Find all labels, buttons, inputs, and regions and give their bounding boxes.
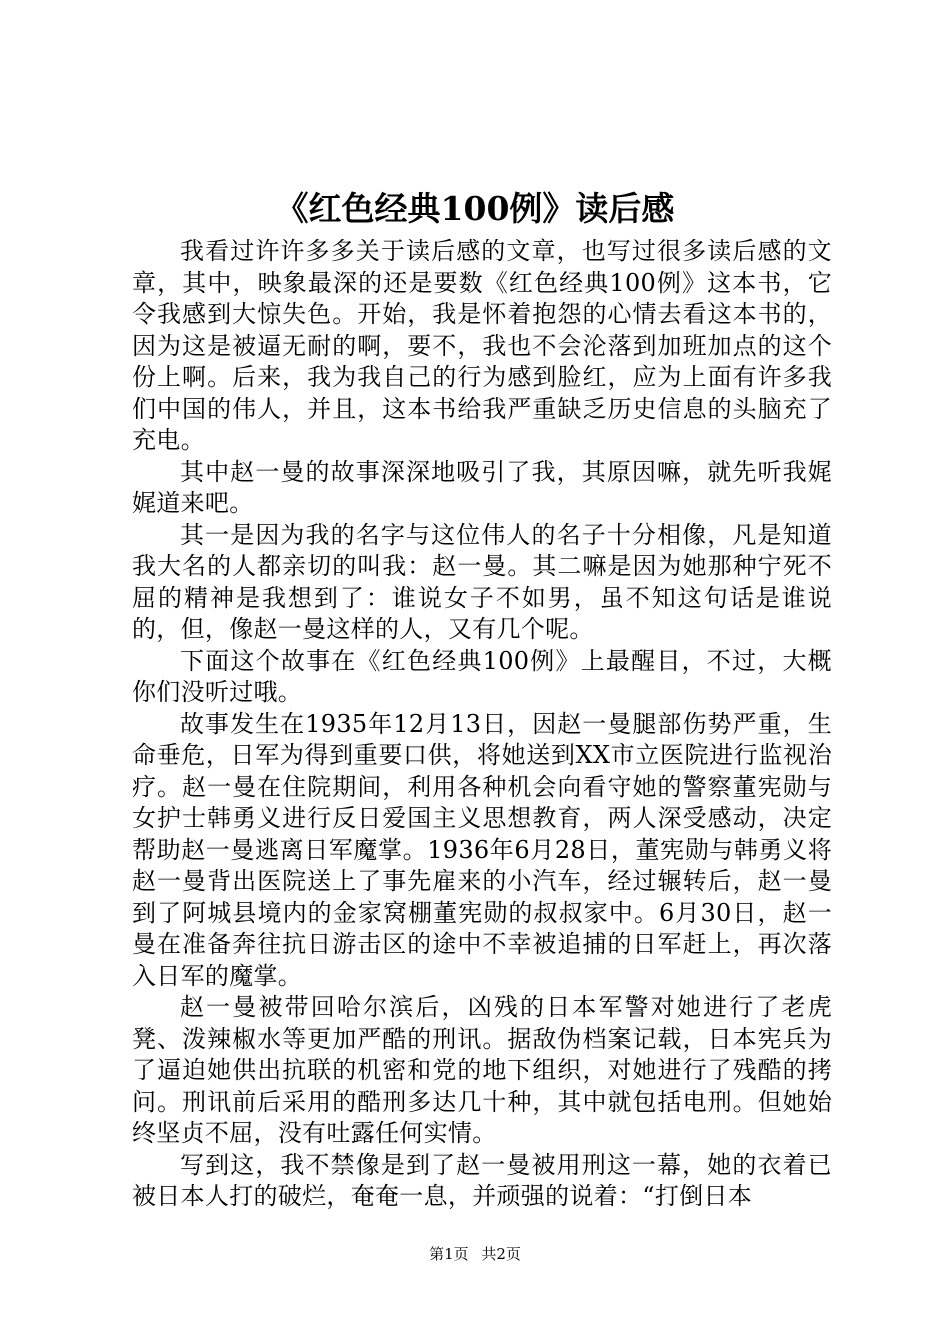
paragraph: 下面这个故事在《红色经典100例》上最醒目，不过，大概你们没听过哦。	[132, 646, 832, 706]
paragraph: 赵一曼被带回哈尔滨后，凶残的日本军警对她进行了老虎凳、泼辣椒水等更加严酷的刑讯。据敌伪档案记载，日本宪兵为了逼迫她供出抗联的机密和党的地下组织，对她进行了残酷的拷问。刑讯前后采用的酷刑多达几十种，其中就包括电刑。但她始终坚贞不屈，没有吐露任何实情。	[132, 993, 832, 1147]
document-body	[132, 236, 832, 1213]
page-footer	[0, 1242, 950, 1266]
paragraph: 故事发生在1935年12月13日，因赵一曼腿部伤势严重，生命垂危，日军为得到重要口供，将她送到XX市立医院进行监视治疗。赵一曼在住院期间，利用各种机会向看守她的警察董宪勋与女护士韩勇义进行反日爱国主义思想教育，两人深受感动，决定帮助赵一曼逃离日军魔掌。1936年6月28日，董宪勋与韩勇义将赵一曼背出医院送上了事先雇来的小汽车，经过辗转后，赵一曼到了阿城县境内的金家窝棚董宪勋的叔叔家中。6月30日，赵一曼在准备奔往抗日游击区的途中不幸被追捕的日军赶上，再次落入日军的魔掌。	[132, 709, 832, 990]
paragraph: 写到这，我不禁像是到了赵一曼被用刑这一幕，她的衣着已被日本人打的破烂，奄奄一息，并顽强的说着：“打倒日本	[132, 1150, 832, 1210]
paragraph: 其一是因为我的名字与这位伟人的名子十分相像，凡是知道我大名的人都亲切的叫我：赵一曼。其二嘛是因为她那种宁死不屈的精神是我想到了：谁说女子不如男，虽不知这句话是谁说的，但，像赵一曼这样的人，又有几个呢。	[132, 520, 832, 643]
paragraph: 我看过许许多多关于读后感的文章，也写过很多读后感的文章，其中，映象最深的还是要数《红色经典100例》这本书，它令我感到大惊失色。开始，我是怀着抱怨的心情去看这本书的，因为这是被逼无耐的啊，要不，我也不会沦落到加班加点的这个份上啊。后来，我为我自己的行为感到脸红，应为上面有许多我们中国的伟人，并且，这本书给我严重缺乏历史信息的头脑充了充电。	[132, 237, 832, 454]
page-total: 共2页	[481, 1245, 521, 1263]
document-title: 《红色经典100例》读后感	[275, 189, 675, 228]
page-number: 第1页	[429, 1245, 469, 1263]
paragraph: 其中赵一曼的故事深深地吸引了我，其原因嘛，就先听我娓娓道来吧。	[132, 457, 832, 517]
